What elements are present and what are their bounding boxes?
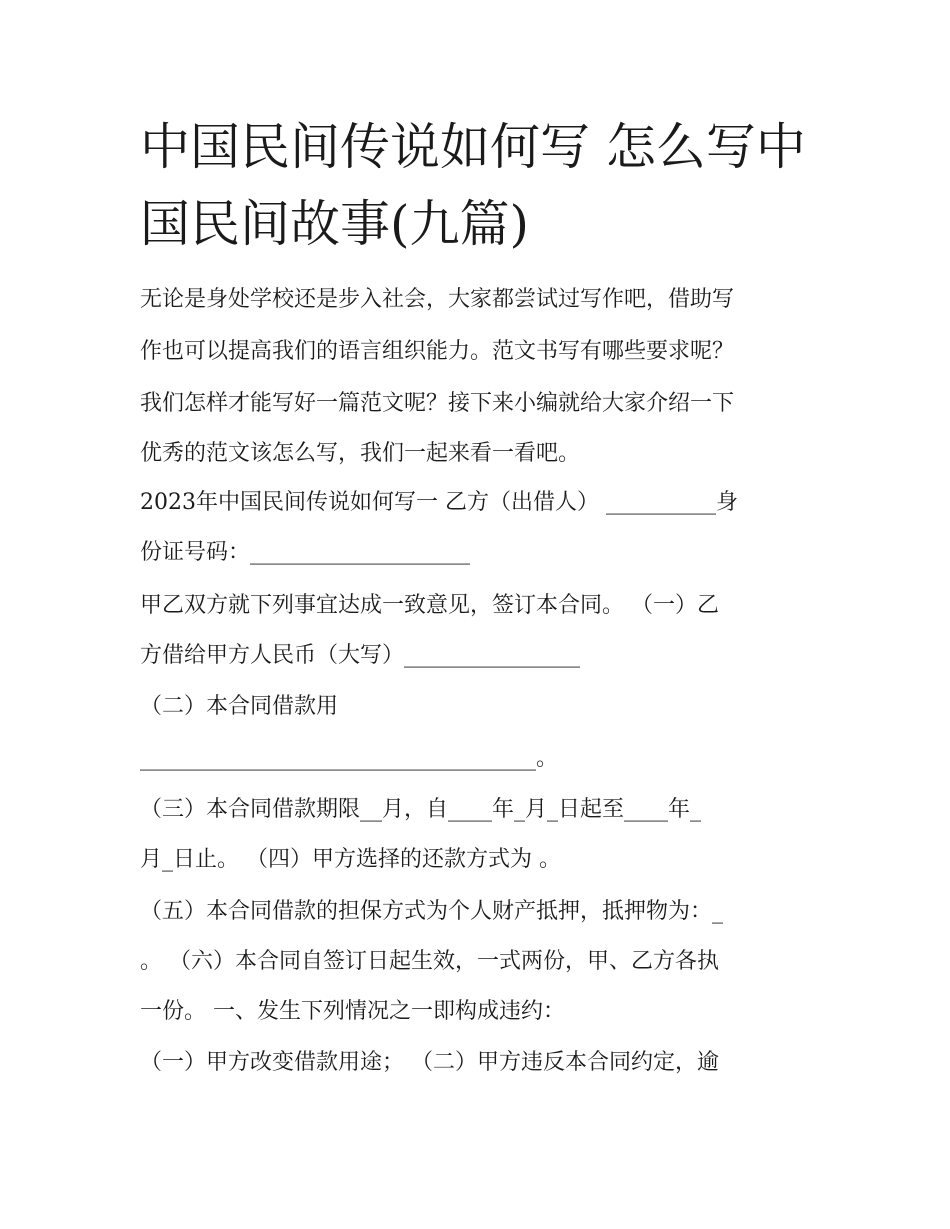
contract-line-8: 月_日止。 （四）甲方选择的还款方式为 。 bbox=[140, 847, 561, 872]
document-title-line-1: 中国民间传说如何写 怎么写中 bbox=[140, 118, 806, 176]
contract-line-6: ____________________________________。 bbox=[140, 746, 559, 771]
intro-line-2: 作也可以提高我们的语言组织能力。范文书写有哪些要求呢？ bbox=[140, 339, 735, 364]
intro-line-1: 无论是身处学校还是步入社会，大家都尝试过写作吧，借助写 bbox=[140, 287, 735, 312]
contract-line-3: 甲乙双方就下列事宜达成一致意见，签订本合同。 （一）乙 bbox=[140, 593, 719, 618]
contract-line-4: 方借给甲方人民币（大写）________________ bbox=[140, 643, 581, 668]
contract-line-10: 。 （六）本合同自签订日起生效，一式两份，甲、乙方各执 bbox=[140, 949, 719, 974]
document-title-line-2: 国民间故事(九篇) bbox=[140, 195, 530, 253]
contract-line-12: （一）甲方改变借款用途； （二）甲方违反本合同约定，逾 bbox=[140, 1050, 719, 1075]
intro-line-4: 优秀的范文该怎么写，我们一起来看一看吧。 bbox=[140, 441, 581, 466]
contract-line-1: 2023年中国民间传说如何写一 乙方（出借人） __________身 bbox=[140, 490, 738, 515]
contract-line-7: （三）本合同借款期限__月，自____年_月_日起至____年_ bbox=[140, 797, 702, 822]
contract-line-5: （二）本合同借款用 bbox=[140, 694, 339, 719]
contract-line-9: （五）本合同借款的担保方式为个人财产抵押，抵押物为：_ bbox=[140, 899, 724, 924]
contract-line-2: 份证号码：____________________ bbox=[140, 540, 471, 565]
intro-line-3: 我们怎样才能写好一篇范文呢？接下来小编就给大家介绍一下 bbox=[140, 391, 735, 416]
contract-line-11: 一份。 一、发生下列情况之一即构成违约： bbox=[140, 999, 565, 1024]
